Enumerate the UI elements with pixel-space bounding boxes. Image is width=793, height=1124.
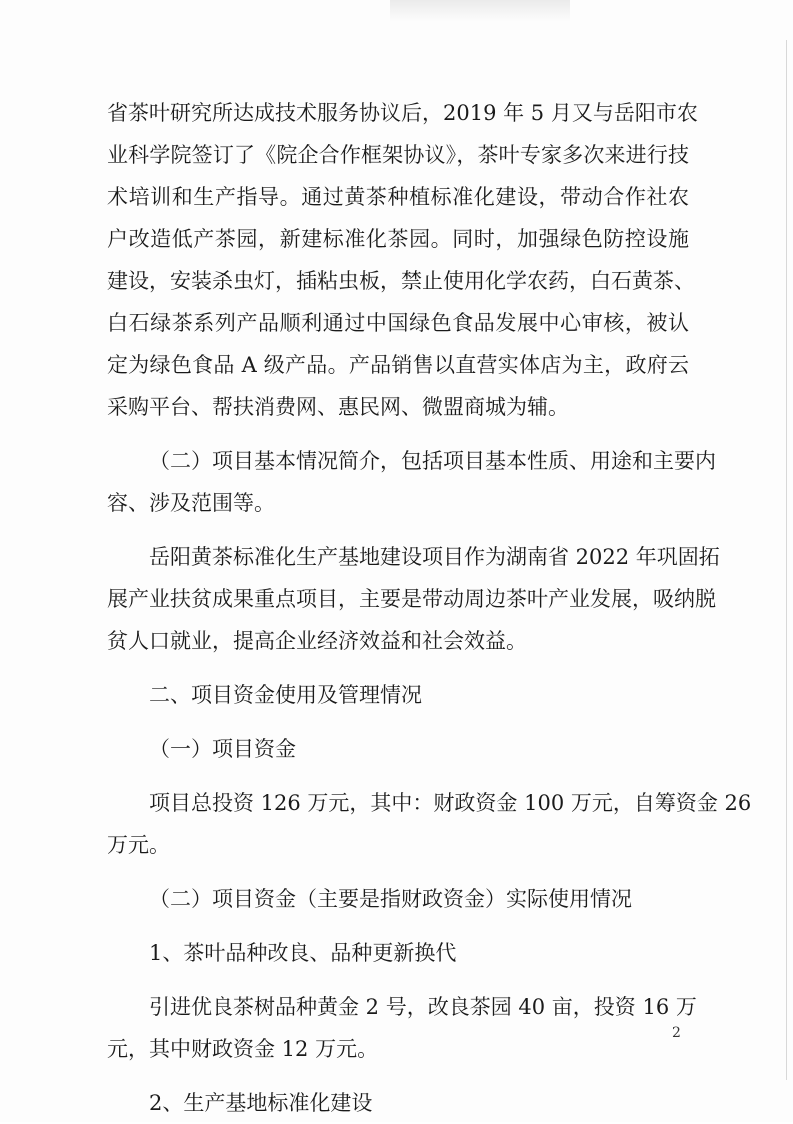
body-line: 贫人口就业，提高企业经济效益和社会效益。 [107, 629, 527, 653]
body-line: 采购平台、帮扶消费网、惠民网、微盟商城为辅。 [107, 395, 569, 419]
body-line: 元，其中财政资金 12 万元。 [107, 1037, 379, 1061]
section-heading: （一）项目资金 [149, 737, 296, 761]
body-line: 引进优良茶树品种黄金 2 号，改良茶园 40 亩，投资 16 万 [149, 995, 697, 1019]
chapter-heading: 二、项目资金使用及管理情况 [149, 683, 422, 707]
body-line: 户改造低产茶园，新建标准化茶园。同时，加强绿色防控设施 [107, 227, 689, 251]
body-line: 省茶叶研究所达成技术服务协议后，2019 年 5 月又与岳阳市农 [107, 101, 698, 125]
subsection-heading: 2、生产基地标准化建设 [149, 1091, 373, 1115]
section-heading: （二）项目资金（主要是指财政资金）实际使用情况 [149, 887, 632, 911]
subsection-heading: 1、茶叶品种改良、品种更新换代 [149, 941, 457, 965]
document-body [107, 92, 752, 1124]
body-line: 万元。 [107, 833, 170, 857]
body-line: 建设，安装杀虫灯，插粘虫板，禁止使用化学农药，白石黄茶、 [107, 269, 695, 293]
body-line: 白石绿茶系列产品顺利通过中国绿色食品发展中心审核，被认 [107, 311, 689, 335]
body-line: 术培训和生产指导。通过黄茶种植标准化建设，带动合作社农 [107, 185, 689, 209]
body-line: 展产业扶贫成果重点项目，主要是带动周边茶叶产业发展，吸纳脱 [107, 587, 716, 611]
body-line: 业科学院签订了《院企合作框架协议》，茶叶专家多次来进行技 [107, 143, 689, 167]
scan-edge [786, 40, 787, 1080]
body-line: 定为绿色食品 A 级产品。产品销售以直营实体店为主，政府云 [107, 353, 689, 377]
section-heading-cont: 容、涉及范围等。 [107, 491, 275, 515]
body-line: 项目总投资 126 万元，其中：财政资金 100 万元，自筹资金 26 [149, 791, 752, 815]
body-line: 岳阳黄茶标准化生产基地建设项目作为湖南省 2022 年巩固拓 [149, 545, 720, 569]
section-heading: （二）项目基本情况简介，包括项目基本性质、用途和主要内 [149, 449, 716, 473]
page-number: 2 [672, 1025, 681, 1041]
scan-shadow [390, 0, 570, 22]
